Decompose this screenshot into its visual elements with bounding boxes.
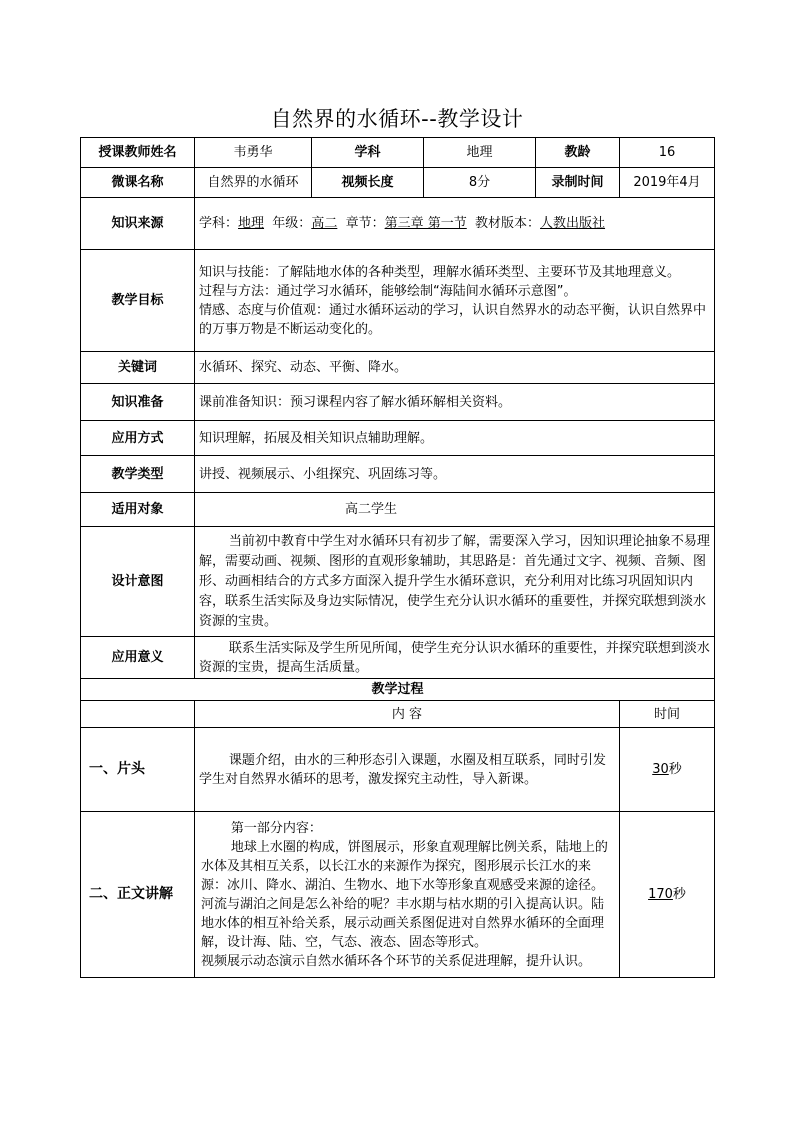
source-grade-prefix: 年级： (272, 216, 312, 231)
section-time-unit: 秒 (672, 887, 686, 902)
section-content: 课题介绍，由水的三种形态引入课题，水圈及相互联系，同时引发学生对自然界水循环的思考，激发探究主动性，导入新课。 (195, 728, 620, 812)
source-grade: 高二 (311, 216, 338, 231)
audience-label: 适用对象 (81, 493, 195, 527)
duration-value: 8分 (424, 168, 536, 198)
source-label: 知识来源 (81, 198, 195, 250)
source-edition-prefix: 教材版本： (475, 216, 541, 231)
prep-label: 知识准备 (81, 384, 195, 421)
subject-label: 学科 (312, 138, 424, 168)
section-time-unit: 秒 (668, 762, 682, 777)
goals-knowledge: 知识与技能：了解陆地水体的各种类型，理解水循环类型、主要环节及其地理意义。 (199, 264, 681, 280)
course-label: 微课名称 (81, 168, 195, 198)
audience-value: 高二学生 (195, 493, 715, 527)
process-header-blank (81, 701, 195, 728)
date-label: 录制时间 (536, 168, 620, 198)
subject-value: 地理 (424, 138, 536, 168)
info-row-2 (81, 168, 715, 198)
type-label: 教学类型 (81, 456, 195, 493)
intent-row (81, 527, 715, 637)
section-part-label: 第一部分内容： (230, 820, 322, 836)
info-row-1 (81, 138, 715, 168)
time-header: 时间 (620, 701, 715, 728)
meaning-value: 联系生活实际及学生所见所闻，使学生充分认识水循环的重要性，并探究联想到淡水资源的宝贵，提高生活质量。 (195, 637, 715, 679)
years-value: 16 (620, 138, 715, 168)
teacher-label: 授课教师姓名 (81, 138, 195, 168)
goals-label: 教学目标 (81, 250, 195, 352)
section-time-value: 170 (648, 887, 673, 902)
process-header-row (81, 701, 715, 728)
section-content-last: 视频展示动态演示自然水循环各个环节的关系促进理解，提升认识。 (201, 953, 592, 969)
section-time (620, 728, 715, 812)
section-name: 一、片头 (81, 728, 195, 812)
prep-row (81, 384, 715, 421)
lesson-design-table (80, 137, 715, 978)
source-chapter: 第三章 第一节 (384, 216, 467, 231)
course-value: 自然界的水循环 (195, 168, 312, 198)
process-heading-row (81, 679, 715, 701)
date-value: 2019年4月 (620, 168, 715, 198)
keywords-value: 水循环、探究、动态、平衡、降水。 (195, 352, 715, 384)
source-chapter-prefix: 章节： (345, 216, 385, 231)
method-row (81, 421, 715, 456)
section-content: 地球上水圈的构成，饼图展示，形象直观理解比例关系，陆地上的水体及其相互关系，以长江水的来源作为探究，图形展示长江水的来源：冰川、降水、湖泊、生物水、地下水等形象直观感受来源的途径。河流与湖泊之间是怎么补给的呢？丰水期与枯水期的引入提高认识。陆地水体的相互补给关系，展示动画关系图促进对自然界水循环的全面理解，设计海、陆、空，气态、液态、固态等形式。 (201, 839, 608, 950)
keywords-row (81, 352, 715, 384)
source-subject-prefix: 学科： (199, 216, 239, 231)
source-row (81, 198, 715, 250)
method-value: 知识理解，拓展及相关知识点辅助理解。 (195, 421, 715, 456)
source-content (195, 198, 715, 250)
section-name: 二、正文讲解 (81, 812, 195, 978)
type-row (81, 456, 715, 493)
section-time (620, 812, 715, 978)
meaning-label: 应用意义 (81, 637, 195, 679)
intent-value: 当前初中教育中学生对水循环只有初步了解，需要深入学习，因知识理论抽象不易理解，需要动画、视频、图形的直观形象辅助，其思路是：首先通过文字、视频、音频、图形、动画相结合的方式多方面深入提升学生水循环意识，充分利用对比练习巩固知识内容，联系生活实际及身边实际情况，使学生充分认识水循环的重要性，并探究联想到淡水资源的宝贵。 (195, 527, 715, 637)
goals-row (81, 250, 715, 352)
page-title: 自然界的水循环--教学设计 (270, 107, 524, 131)
source-edition: 人教出版社 (540, 216, 606, 231)
intent-label: 设计意图 (81, 527, 195, 637)
years-label: 教龄 (536, 138, 620, 168)
teacher-value: 韦勇华 (195, 138, 312, 168)
section-row-opening (81, 728, 715, 812)
goals-content (195, 250, 715, 352)
type-value: 讲授、视频展示、小组探究、巩固练习等。 (195, 456, 715, 493)
section-time-value: 30 (652, 762, 669, 777)
section-content-block (195, 812, 620, 978)
section-row-main (81, 812, 715, 978)
goals-emotion: 情感、态度与价值观：通过水循环运动的学习，认识自然界水的动态平衡，认识自然界中的万事万物是不断运动变化的。 (199, 302, 707, 337)
process-heading: 教学过程 (81, 679, 715, 701)
content-header: 内 容 (195, 701, 620, 728)
prep-value: 课前准备知识：预习课程内容了解水循环解相关资料。 (195, 384, 715, 421)
goals-process: 过程与方法：通过学习水循环，能够绘制“海陆间水循环示意图”。 (199, 283, 577, 299)
method-label: 应用方式 (81, 421, 195, 456)
duration-label: 视频长度 (312, 168, 424, 198)
audience-row (81, 493, 715, 527)
meaning-row (81, 637, 715, 679)
source-subject: 地理 (238, 216, 265, 231)
keywords-label: 关键词 (81, 352, 195, 384)
